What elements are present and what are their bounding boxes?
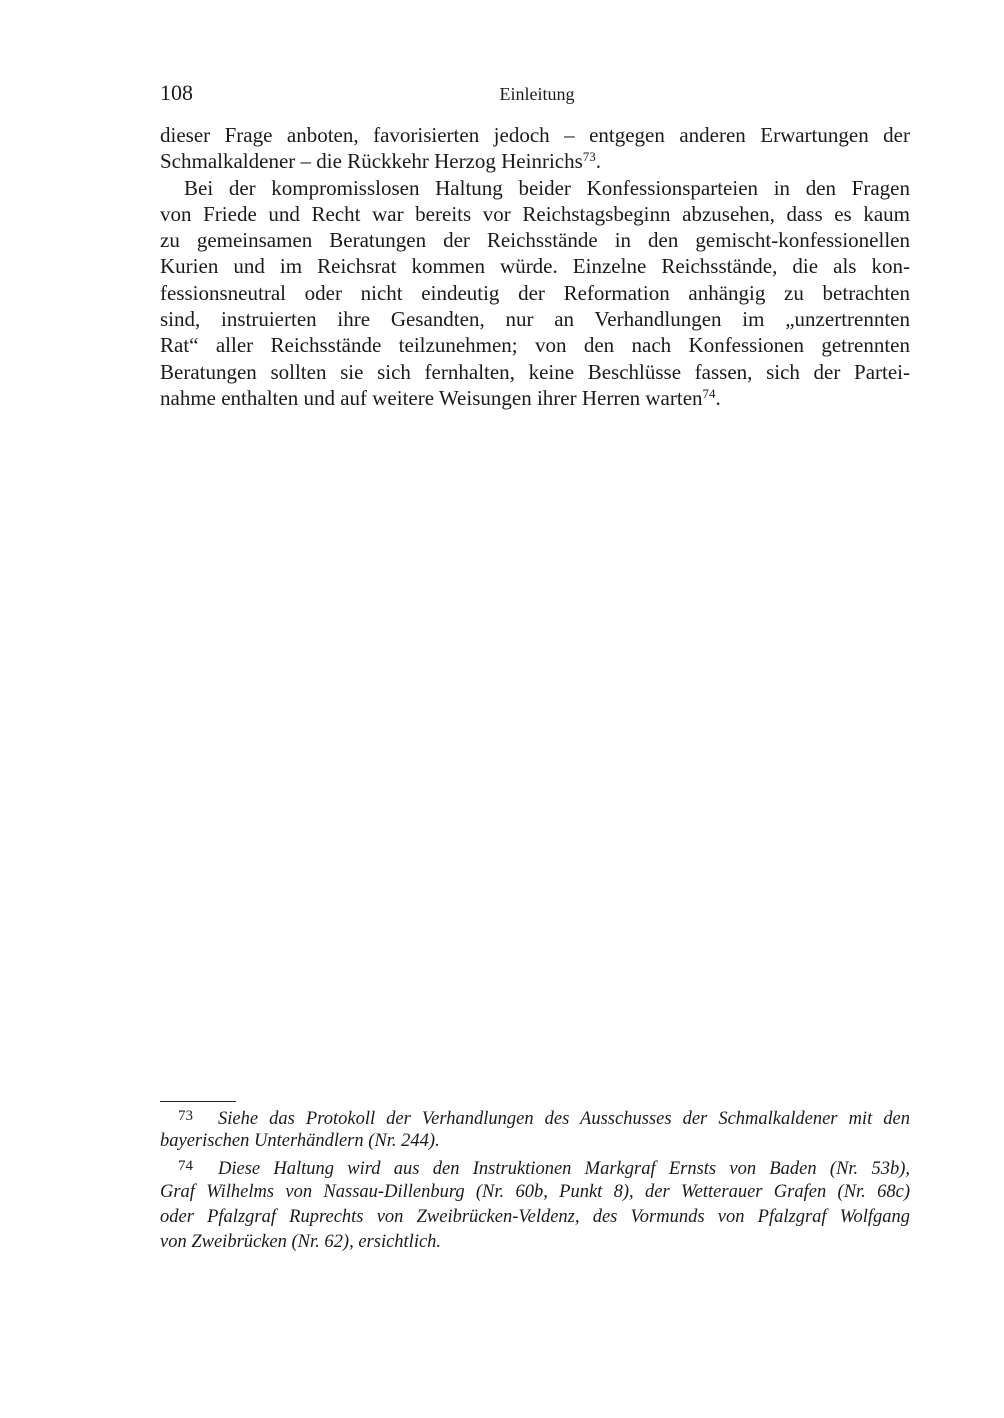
footnote-text: Siehe das Protokoll der Verhandlungen des Ausschusses der Schmalkaldener mit den	[218, 1109, 910, 1129]
footnote-line: oder Pfalzgraf Ruprechts von Zweibrücken-Veldenz, des Vormunds von Pfalzgraf Wolfgang	[160, 1206, 910, 1227]
period: .	[595, 149, 602, 174]
text-line: von Friede und Recht war bereits vor Reichstagsbeginn abzusehen, dass es kaum	[160, 201, 910, 226]
running-title: Einleitung	[499, 84, 575, 104]
text-line	[160, 385, 910, 411]
footnotes	[160, 1104, 910, 1255]
text-line: sind, instruierten ihre Gesandten, nur an Verhandlungen im „unzertrennten	[160, 307, 910, 332]
footnote-divider	[160, 1101, 236, 1102]
footnote-line: Graf Wilhelms von Nassau-Dillenburg (Nr. 60b, Punkt 8), der Wetterauer Grafen (Nr. 68c)	[160, 1181, 910, 1202]
footnote-73	[160, 1104, 910, 1129]
text-line: Kurien und im Reichsrat kommen würde. Einzelne Reichsstände, die als kon-	[160, 254, 910, 279]
footnote-ref-74[interactable]: 74	[702, 385, 716, 401]
footnote-74	[160, 1154, 910, 1179]
text-line: Bei der kompromisslosen Haltung beider Konfessionsparteien in den Fragen	[184, 175, 910, 200]
footnote-ref-73[interactable]: 73	[582, 149, 596, 165]
period: .	[715, 385, 721, 410]
main-text	[160, 122, 910, 411]
text-line: dieser Frage anboten, favorisierten jedoch – entgegen anderen Erwartungen der	[160, 123, 910, 147]
text-line-content: nahme enthalten und auf weitere Weisungen ihrer Herren warten	[160, 385, 703, 410]
text-line: Beratungen sollten sie sich fernhalten, keine Beschlüsse fassen, sich der Partei-	[160, 359, 910, 384]
text-line: fessionsneutral oder nicht eindeutig der Reformation anhängig zu betrachten	[160, 280, 910, 305]
text-line	[160, 148, 910, 174]
text-line: zu gemeinsamen Beratungen der Reichsstände in den gemischt-konfessionellen	[160, 228, 910, 253]
footnote-text: Diese Haltung wird aus den Instruktionen Markgraf Ernsts von Baden (Nr. 53b),	[218, 1159, 910, 1180]
text-line: Rat“ aller Reichsstände teilzunehmen; von den nach Konfessionen getrennten	[160, 333, 910, 358]
page-number: 108	[160, 80, 193, 105]
footnote-number: 74	[178, 1158, 193, 1175]
footnote-number: 73	[178, 1108, 193, 1124]
footnote-line: bayerischen Unterhändlern (Nr. 244).	[160, 1131, 440, 1152]
text-line-content: Schmalkaldener – die Rückkehr Herzog Heinrichs	[160, 149, 583, 174]
footnote-line: von Zweibrücken (Nr. 62), ersichtlich.	[160, 1231, 442, 1252]
